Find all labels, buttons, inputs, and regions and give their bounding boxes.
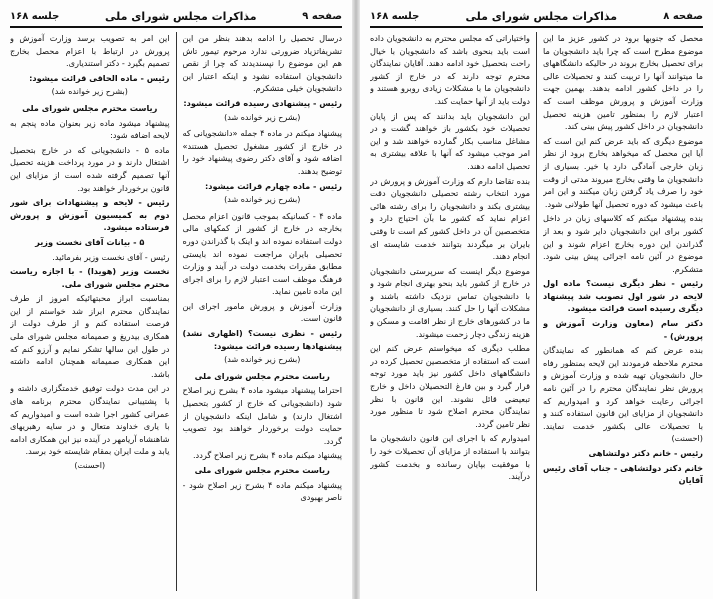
text-paragraph: رئیس - خانم دکتر دولتشاهی [588,448,703,458]
text-paragraph: (احسنت) [74,461,106,470]
right-page-right-column [543,32,703,591]
text-paragraph: نخست وزیر (هویدا) - با اجازه ریاست محترم مجلس شورای ملی. [10,266,170,289]
text-paragraph: امیدوارم که با اجرای این قانون دانشجویان ما بتوانند با استفاده از مزایای آن تحصیلات خود را با موفقیت بپایان رسانده و بخدمت کشور درآیند. [370,433,530,482]
text-paragraph: ماده ۵ - دانشجویانی که در خارج بتحصیل اشتغال دارند و در مورد پرداخت هزینه تحصیل آنها تصمیم گرفته شده است از مزایای این قانون برخوردار خواهند بود. [10,144,170,193]
text-paragraph: (بشرح زیر خوانده شد) [224,195,301,205]
text-paragraph: رئیس - نظر دیگری نیست؟ ماده اول لایحه در شور اول تصویب شد پیشنهاد دیگری رسیده است قرائت میشود. [543,278,703,314]
left-page-number: صفحه ۹ [302,10,342,22]
text-paragraph: دکتر سام (معاون وزارت آموزش و پرورش) - [543,318,703,341]
text-paragraph: (بشرح زیر خوانده شد) [224,112,301,122]
text-paragraph: واختیاراتی که مجلس محترم به دانشجویان داده است باید بنحوی باشد که دانشجویان با خیال راحت بتحصیل خود ادامه دهند. آقایان نمایندگان محترم توجه دارند که در خارج از کشور دانشجویان ما با مشکلات زیادی روبرو هستند و دولت باید از آنها حمایت کند. [370,33,530,106]
text-paragraph: ریاست محترم مجلس شورای ملی [194,465,330,475]
text-paragraph: پیشنهاد میشود ماده زیر بعنوان ماده پنجم به لایحه اضافه شود: [10,117,170,141]
text-paragraph: وزارت آموزش و پرورش مامور اجرای این قانون است. [182,300,342,324]
text-paragraph: رئیس - ماده چهارم قرائت میشود: [205,180,342,191]
text-paragraph: رئیس - نظری نیست؟ (اظهاری نشد) پیشنهادها رسیده قرائت میشود: [182,328,342,351]
text-paragraph: پیشنهاد میکنم ماده ۴ بشرح زیر اصلاح شود - ناصر بهبودی [182,479,342,503]
column-divider [536,32,537,591]
text-paragraph: موضوع دیگر اینست که سرپرستی دانشجویان در خارج از کشور باید بنحو بهتری انجام شود و با دانشجویان تماس نزدیک داشته باشند و مشکلات آنها را حل کنند. بسیاری از دانشجویان ما در کشورهای خارج از نظر اقامت و مسکن و هزینه زندگی دچار زحمت میشوند. [370,265,530,339]
right-page-left-column [370,32,530,591]
text-paragraph: ۵ - بیانات آقای نخست وزیر [35,236,145,247]
right-page [360,0,713,599]
text-paragraph: درسال تحصیل را ادامه بدهند بنظر من این تشریفاتزیاد ضرورتی ندارد مرحوم تیمور تاش هم این موضوع را نپسندیدند که چرا از نقص دانشجویان استفاده نشود و اینکه اعتبار این دانشجویان خیلی متشکرم. [182,33,342,94]
text-paragraph: بنده تقاضا دارم که وزارت آموزش و پرورش در مورد انتخاب رشته تحصیلی دانشجویان دقت بیشتری بکند و دانشجویان را برای رشته هائی اعزام نماید که کشور ما بآن احتیاج دارد و متخصصین آن در داخل کشور کم است تا وقتی بایران بر میگردند بتوانند خدمت شایسته ای انجام دهند. [370,175,530,262]
text-paragraph: محصل که جنوبها برود در کشور عزیز ما این موضوع مطرح است که چرا باید دانشجویان ما برای تحصیل بخارج بروند در حالیکه دانشگاههای ما میتوانند آنها را تربیت کنند و تحصیلات عالی را در داخل کشور ادامه بدهند. بهمین جهت وزارت آموزش و پرورش موظف است که اعتبار لازم را بمنظور تامین هزینه تحصیل دانشجویان در داخل کشور پیش بینی کند. [543,33,703,132]
text-paragraph: رئیس - پیشنهادی رسیده قرائت میشود: [183,97,342,108]
text-paragraph: ماده ۴ - کسانیکه بموجب قانون اعزام محصل بخارجه در خارج از کشور از کمکهای مالی دولت استفاده نموده اند و اینک با گذراندن دوره تحصیلی بایران مراجعت نموده اند بایستی مطابق مقررات بخدمت دولت در آیند و وزارت فرهنگ موظف است اعتبار لازم را برای اجرای این ماده تامین نماید. [182,210,342,297]
left-page-left-column [10,32,170,591]
text-paragraph: رئیس - لایحه و پیشنهادات برای شور دوم به کمیسیون آموزش و پرورش فرستاده میشود. [10,197,170,233]
right-page-columns [370,32,703,591]
text-paragraph: بنده عرض کنم که همانطور که نمایندگان محترم ملاحظه فرمودند این لایحه بمنظور رفاه حال دانشجویان تهیه شده و وزارت آموزش و پرورش نظر نمایندگان محترم را در آئین نامه اجرائی رعایت خواهد کرد و امیدواریم که دانشجویان از مزایای این قانون استفاده کنند و با تحصیلات عالی بکشور خدمت نمایند. (احسنت) [543,345,703,444]
right-page-header [370,8,703,24]
text-paragraph: ریاست محترم مجلس شورای ملی [194,370,330,381]
left-page-columns [10,32,342,591]
left-page-right-column [183,32,343,591]
text-paragraph: این امر به تصویب برسد وزارت آموزش و پرورش در ارتباط با اعزام محصل بخارج تصمیم بگیرد - دکتر استندیاری. [10,33,170,69]
text-paragraph: خانم دکتر دولتشاهی - جناب آقای رئیس آقایان [543,462,703,486]
text-paragraph: پیشنهاد میکنم در ماده ۴ جمله «دانشجویانی که در خارج از کشور مشغول تحصیل هستند» اضافه شود و آقای دکتر رضوی پیشنهاد خود را توضیح بدهند. [182,128,342,176]
text-paragraph: مطلب دیگری که میخواستم عرض کنم این است که استفاده از متخصصین تحصیل کرده در دانشگاههای داخل کشور نیز باید مورد توجه قرار گیرد و بین فارغ التحصیلان داخل و خارج تبعیضی قائل نشوند. این قانون با نظر نمایندگان محترم اصلاح شود تا منظور مورد نظر تامین گردد. [370,343,530,429]
right-page-title: مذاکرات مجلس شورای ملی [465,9,618,23]
text-paragraph: احتراما پیشنهاد میشود ماده ۴ بشرح زیر اصلاح شود (دانشجویانی که خارج از کشور بتحصیل اشتغال دارند) و شامل اینکه دانشجویان از حمایت دولت برخوردار خواهند بود تصویب گردد. [182,385,342,446]
left-header-rule [10,26,342,28]
right-page-session: جلسه ۱۶۸ [370,10,420,22]
text-paragraph: در این مدت دولت توفیق خدمتگزاری داشته و با پشتیبانی نمایندگان محترم برنامه های عمرانی کشور اجرا شده است و امیدواریم که با یاری خداوند متعال و در سایه رهبریهای شاهنشاه آریامهر در آینده نیز این همکاری ادامه یابد و ملت ایران بمقام شایسته خود برسد. [10,383,170,457]
text-paragraph: بمناسبت ابراز محبتهائیکه امروز از طرف نمایندگان محترم ابراز شد خواستم از این فرصت استفاده کنم و از طرف دولت از همکاری بیدریغ و صمیمانه مجلس شورای ملی در طول این سالها تشکر نمایم و آرزو کنم که این همکاری صمیمانه همچنان ادامه داشته باشد. [10,293,170,379]
text-paragraph: این دانشجویان باید بدانند که پس از پایان تحصیلات خود بکشور باز خواهند گشت و در مشاغل مناسب بکار گمارده خواهند شد و این امر موجب میشود که آنها با علاقه بیشتری به تحصیل ادامه دهند. [370,110,530,171]
text-paragraph: (بشرح زیر خوانده شد) [224,355,301,365]
right-page-number: صفحه ۸ [663,10,703,22]
text-paragraph: ریاست محترم مجلس شورای ملی [22,102,158,113]
text-paragraph: رئیس - ماده الحاقی قرائت میشود: [29,72,170,83]
text-paragraph: رئیس - آقای نخست وزیر بفرمائید. [52,251,170,262]
text-paragraph: بنده پیشنهاد میکنم که کلاسهای زبان در داخل کشور برای این دانشجویان دایر شود و بعد از گذراندن این دوره بخارج اعزام شوند و این موضوع در آئین نامه اجرائی پیش بینی شود. متشکرم. [543,213,703,274]
text-paragraph: (بشرح زیر خوانده شد) [51,87,128,97]
left-page-header [10,8,342,24]
text-paragraph: موضوع دیگری که باید عرض کنم این است که آیا این محصل که میخواهد بخارج برود از نظر زبان خارجی آمادگی دارد یا خیر. بسیاری از دانشجویان ما وقتی بخارج میروند مدتی از وقت خود را صرف یاد گرفتن زبان میکنند و این امر باعث میشود که دوره تحصیل آنها طولانی شود. [543,135,703,209]
right-header-rule [370,26,703,28]
left-page-session: جلسه ۱۶۸ [10,10,60,22]
book-gutter [352,0,360,599]
left-page-title: مذاکرات مجلس شورای ملی [105,9,257,23]
left-page [0,0,352,599]
column-divider [176,32,177,591]
text-paragraph: پیشنهاد میکنم ماده ۴ بشرح زیر اصلاح گردد. [192,450,342,461]
